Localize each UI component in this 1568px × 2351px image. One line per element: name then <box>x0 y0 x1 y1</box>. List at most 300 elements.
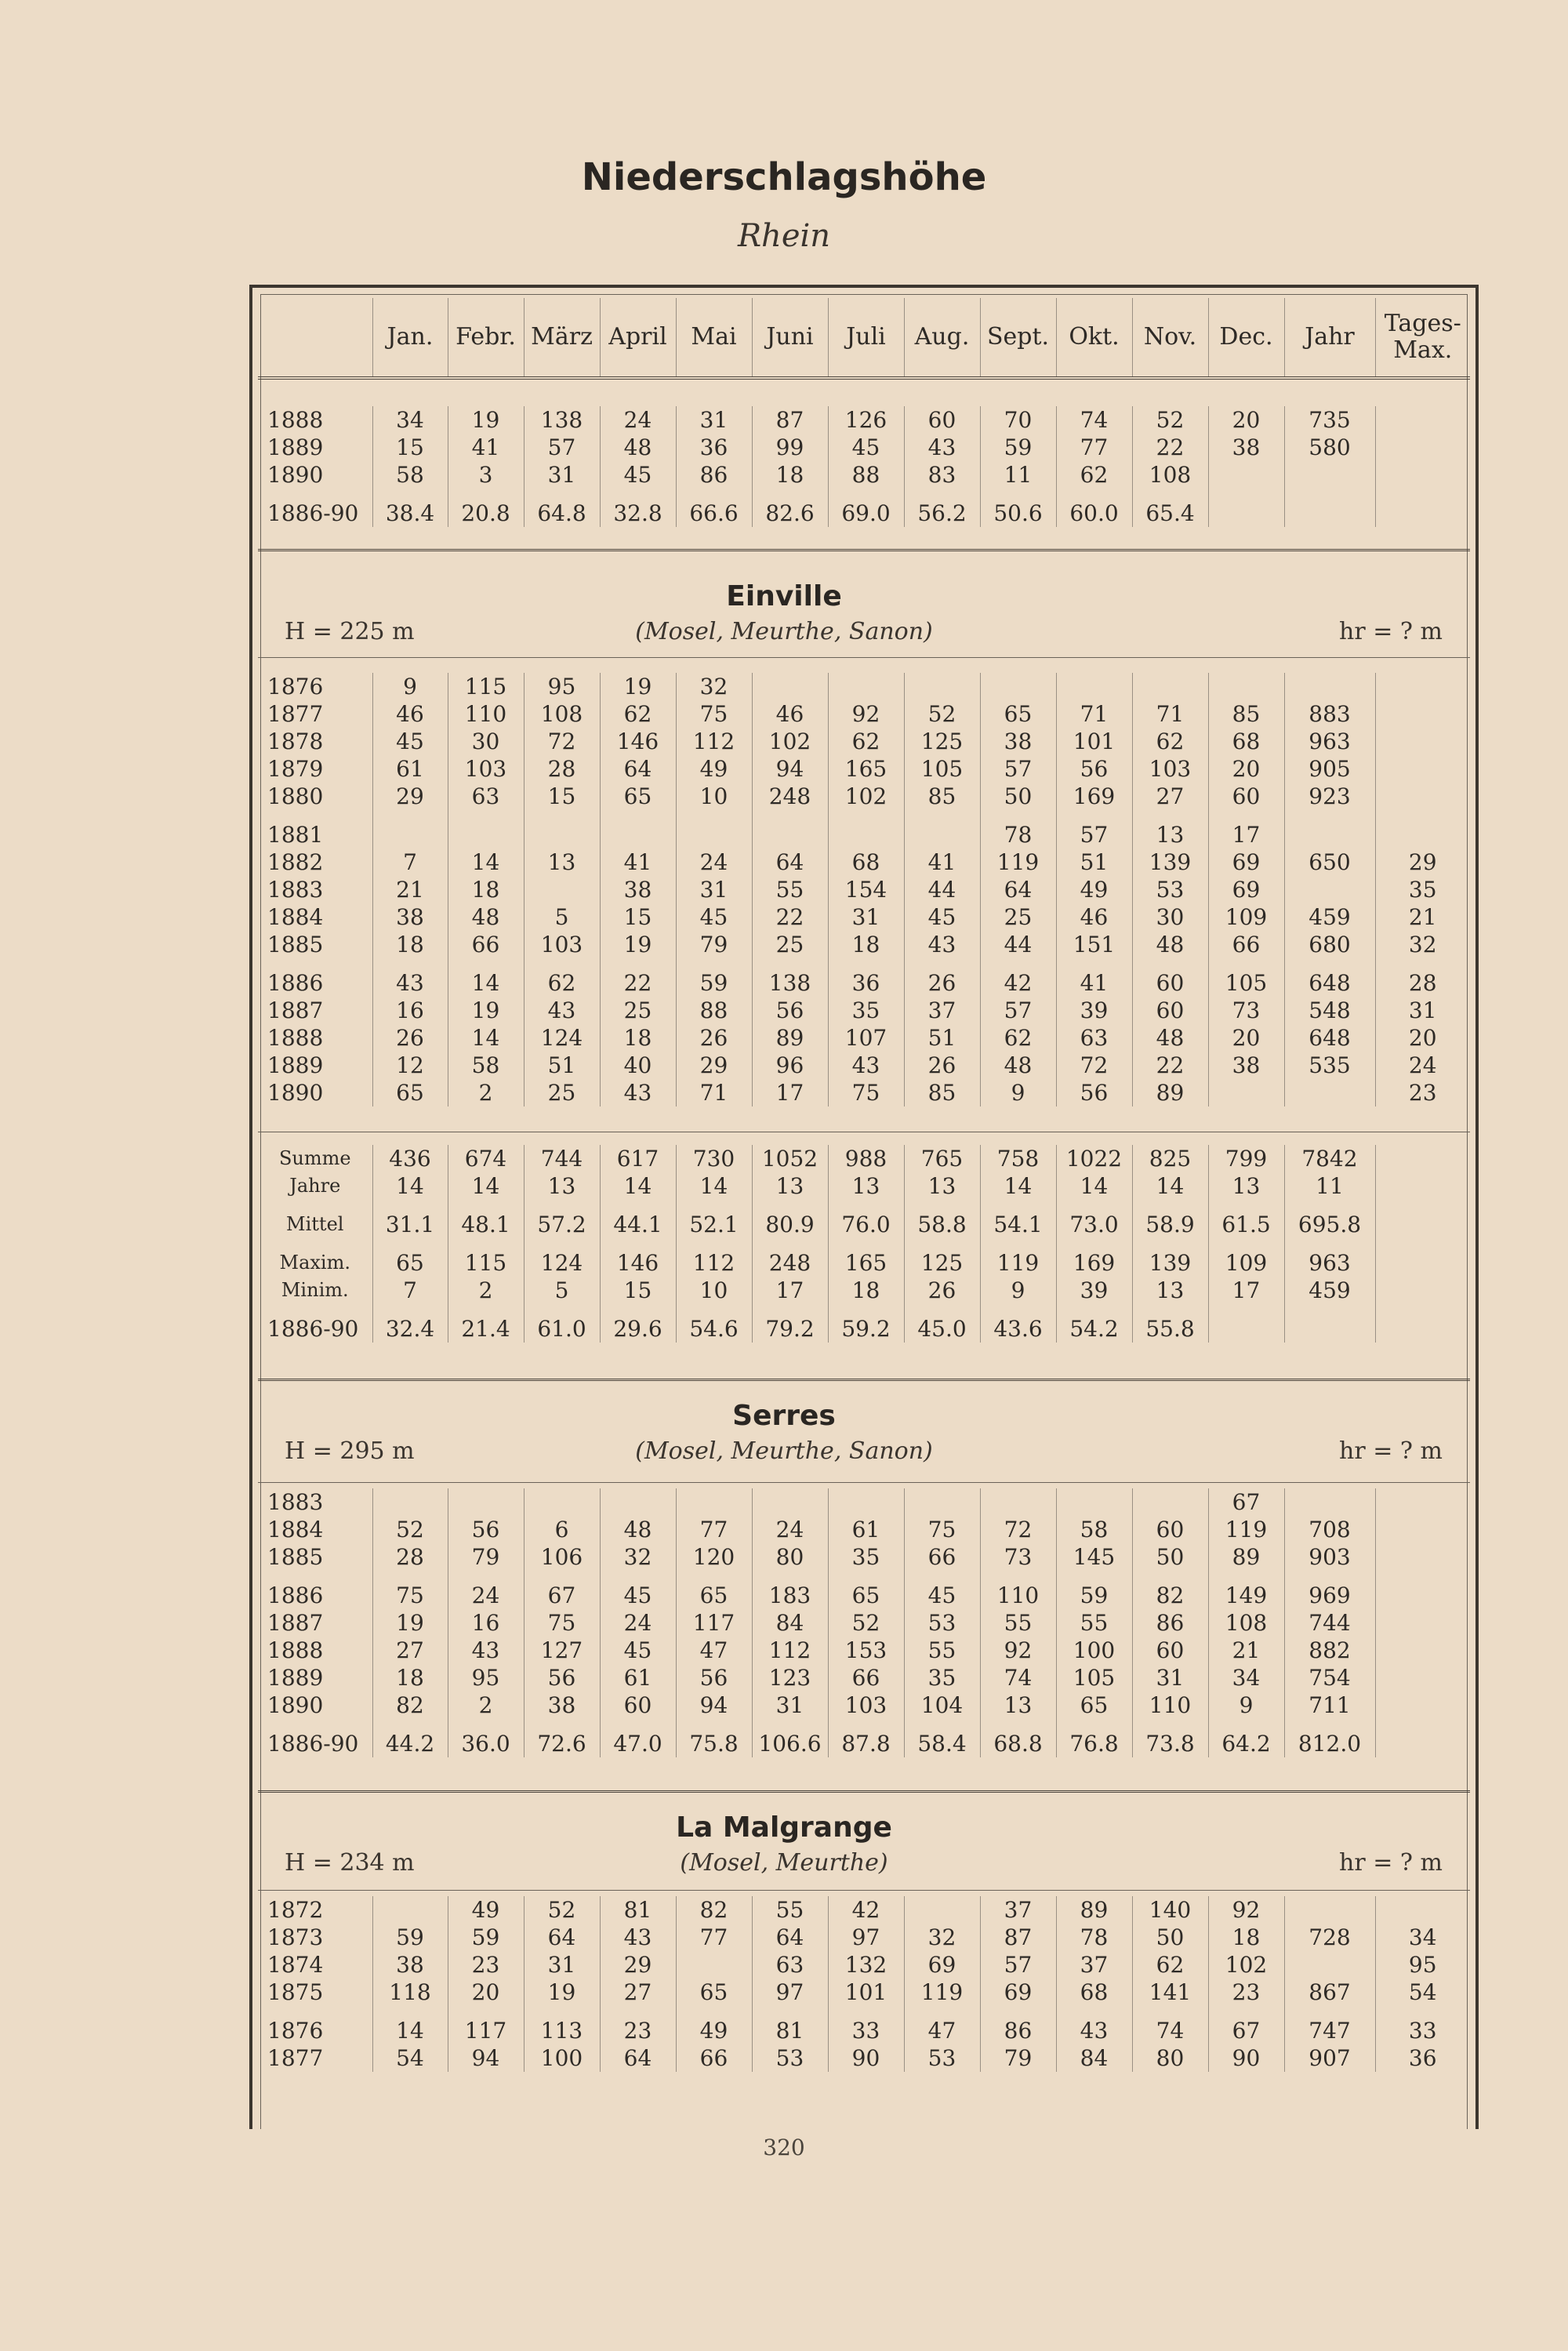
table-cell: 34 <box>372 406 448 434</box>
table-cell: 45 <box>600 1637 676 1664</box>
table-cell <box>1284 1896 1375 1924</box>
table-cell: 31 <box>1375 997 1470 1024</box>
table-cell: 867 <box>1284 1979 1375 2006</box>
table-cell: 765 <box>904 1145 980 1172</box>
table-cell: 13 <box>524 848 600 876</box>
column-header-cell: Nov. <box>1132 298 1208 378</box>
table-cell: 125 <box>904 1249 980 1277</box>
row-label: 1889 <box>267 434 324 460</box>
table-cell: 68.8 <box>980 1730 1056 1757</box>
table-cell: 88 <box>676 997 752 1024</box>
table-cell: 61 <box>828 1516 904 1543</box>
table-cell: 20 <box>448 1979 524 2006</box>
table-cell: 66 <box>904 1543 980 1571</box>
table-row <box>258 1609 1470 1637</box>
table-cell: 64 <box>600 2044 676 2072</box>
table-cell: 72 <box>524 728 600 755</box>
table-cell: 87.8 <box>828 1730 904 1757</box>
row-label: 1881 <box>267 822 324 848</box>
table-cell: 12 <box>372 1052 448 1079</box>
table-cell: 39 <box>1056 997 1132 1024</box>
table-cell: 26 <box>904 1052 980 1079</box>
table-cell: 10 <box>676 783 752 810</box>
table-cell: 23 <box>1208 1979 1284 2006</box>
table-cell: 51 <box>1056 848 1132 876</box>
table-cell: 37 <box>1056 1951 1132 1979</box>
table-cell: 65 <box>676 1582 752 1609</box>
table-cell: 71 <box>1056 700 1132 728</box>
table-cell: 58.4 <box>904 1730 980 1757</box>
table-cell: 56 <box>524 1664 600 1691</box>
table-cell: 65 <box>828 1582 904 1609</box>
table-cell: 41 <box>600 848 676 876</box>
table-cell: 26 <box>904 969 980 997</box>
table-cell: 10 <box>676 1277 752 1304</box>
table-cell: 52 <box>904 700 980 728</box>
row-label: 1888 <box>267 1637 324 1663</box>
table-cell: 54 <box>1375 1979 1470 2006</box>
table-cell: 648 <box>1284 969 1375 997</box>
table-cell: 95 <box>524 673 600 700</box>
table-cell: 92 <box>1208 1896 1284 1924</box>
table-cell: 580 <box>1284 434 1375 461</box>
table-row <box>258 1924 1470 1951</box>
table-cell: 120 <box>676 1543 752 1571</box>
table-cell: 68 <box>828 848 904 876</box>
table-cell: 59 <box>676 969 752 997</box>
table-cell: 38 <box>524 1691 600 1719</box>
table-cell <box>1375 1249 1470 1277</box>
table-cell: 74 <box>1132 2017 1208 2044</box>
table-cell: 60 <box>904 406 980 434</box>
table-cell <box>372 1488 448 1516</box>
table-cell: 46 <box>372 700 448 728</box>
table-cell: 44 <box>904 876 980 903</box>
row-label: 1886-90 <box>267 1731 359 1757</box>
table-cell: 57 <box>1056 821 1132 848</box>
table-cell: 535 <box>1284 1052 1375 1079</box>
row-label: 1883 <box>267 877 324 903</box>
table-cell: 18 <box>828 931 904 958</box>
column-header-cell: Jan. <box>372 298 448 378</box>
table-row <box>258 821 1470 848</box>
table-cell: 101 <box>1056 728 1132 755</box>
table-cell: 48 <box>600 1516 676 1543</box>
table-cell: 126 <box>828 406 904 434</box>
table-cell: 55 <box>980 1609 1056 1637</box>
table-cell: 35 <box>828 1543 904 1571</box>
table-cell: 38 <box>372 1951 448 1979</box>
table-cell: 695.8 <box>1284 1211 1375 1238</box>
table-cell: 108 <box>1132 461 1208 489</box>
table-cell: 28 <box>524 755 600 783</box>
row-label: 1890 <box>267 462 324 488</box>
table-row <box>258 673 1470 700</box>
table-cell <box>1208 1315 1284 1343</box>
table-cell: 59 <box>372 1924 448 1951</box>
table-row <box>258 1979 1470 2006</box>
table-cell <box>828 821 904 848</box>
table-cell <box>1375 783 1470 810</box>
table-cell: 18 <box>828 1277 904 1304</box>
table-cell: 87 <box>752 406 828 434</box>
table-cell: 27 <box>1132 783 1208 810</box>
table-cell: 102 <box>1208 1951 1284 1979</box>
table-cell: 66 <box>676 2044 752 2072</box>
table-cell: 86 <box>676 461 752 489</box>
table-cell <box>1132 1488 1208 1516</box>
table-cell: 11 <box>980 461 1056 489</box>
table-cell: 63 <box>448 783 524 810</box>
table-cell: 60 <box>1208 783 1284 810</box>
table-cell: 108 <box>524 700 600 728</box>
table-cell: 65 <box>372 1249 448 1277</box>
table-cell <box>1375 1488 1470 1516</box>
table-cell: 548 <box>1284 997 1375 1024</box>
table-cell <box>1284 500 1375 527</box>
table-cell: 119 <box>904 1979 980 2006</box>
table-cell: 52 <box>524 1896 600 1924</box>
table-cell <box>1375 1582 1470 1609</box>
table-cell: 32 <box>676 673 752 700</box>
table-cell: 28 <box>1375 969 1470 997</box>
column-header-cell: Aug. <box>904 298 980 378</box>
table-cell: 95 <box>448 1664 524 1691</box>
table-cell: 812.0 <box>1284 1730 1375 1757</box>
table-cell: 63 <box>752 1951 828 1979</box>
table-cell <box>904 673 980 700</box>
table-cell <box>1375 1691 1470 1719</box>
table-cell: 124 <box>524 1249 600 1277</box>
row-label: 1886-90 <box>267 1316 359 1342</box>
table-row <box>258 1582 1470 1609</box>
table-cell: 48 <box>600 434 676 461</box>
row-label: 1887 <box>267 997 324 1023</box>
table-cell: 25 <box>524 1079 600 1106</box>
table-cell: 52.1 <box>676 1211 752 1238</box>
table-cell: 24 <box>600 1609 676 1637</box>
table-cell: 54.2 <box>1056 1315 1132 1343</box>
row-label: 1874 <box>267 1952 324 1978</box>
table-cell: 32 <box>904 1924 980 1951</box>
table-cell: 81 <box>752 2017 828 2044</box>
table-cell: 16 <box>448 1609 524 1637</box>
table-cell: 85 <box>904 783 980 810</box>
altitude-serres: H = 295 m <box>285 1437 415 1465</box>
table-cell: 55 <box>904 1637 980 1664</box>
table-cell <box>1375 434 1470 461</box>
table-row <box>258 461 1470 489</box>
table-cell: 49 <box>676 2017 752 2044</box>
table-cell: 75 <box>904 1516 980 1543</box>
table-row <box>258 1211 1470 1238</box>
table-cell: 80 <box>752 1543 828 1571</box>
table-cell: 165 <box>828 1249 904 1277</box>
table-cell: 45.0 <box>904 1315 980 1343</box>
table-cell: 15 <box>372 434 448 461</box>
table-cell: 730 <box>676 1145 752 1172</box>
table-cell: 47 <box>676 1637 752 1664</box>
page-number: 320 <box>763 2135 805 2160</box>
table-cell: 17 <box>1208 1277 1284 1304</box>
page-title: Niederschlagshöhe <box>581 155 987 199</box>
table-cell <box>1375 1664 1470 1691</box>
table-cell: 40 <box>600 1052 676 1079</box>
table-cell: 65 <box>1056 1691 1132 1719</box>
table-cell: 36 <box>1375 2044 1470 2072</box>
table-cell: 71 <box>1132 700 1208 728</box>
table-cell: 22 <box>1132 1052 1208 1079</box>
table-cell: 82.6 <box>752 500 828 527</box>
table-cell: 2 <box>448 1277 524 1304</box>
table-cell <box>1284 1315 1375 1343</box>
row-label: 1886 <box>267 1582 324 1608</box>
table-cell <box>448 1488 524 1516</box>
table-cell: 60 <box>1132 1637 1208 1664</box>
table-cell: 56 <box>1056 1079 1132 1106</box>
table-cell: 33 <box>828 2017 904 2044</box>
table-cell: 23 <box>448 1951 524 1979</box>
table-cell: 21 <box>372 876 448 903</box>
table-cell: 74 <box>1056 406 1132 434</box>
table-cell: 48 <box>1132 931 1208 958</box>
table-cell: 1052 <box>752 1145 828 1172</box>
table-cell: 18 <box>372 931 448 958</box>
table-cell <box>1284 1488 1375 1516</box>
table-cell: 43 <box>904 931 980 958</box>
row-label: 1882 <box>267 849 324 875</box>
table-cell: 78 <box>1056 1924 1132 1951</box>
table-cell: 46 <box>1056 903 1132 931</box>
table-cell: 79 <box>980 2044 1056 2072</box>
table-row <box>258 500 1470 527</box>
table-cell <box>1056 673 1132 700</box>
table-cell: 103 <box>828 1691 904 1719</box>
table-cell: 26 <box>676 1024 752 1052</box>
table-cell: 18 <box>448 876 524 903</box>
table-cell: 75 <box>524 1609 600 1637</box>
table-cell <box>676 821 752 848</box>
table-cell <box>1284 821 1375 848</box>
table-cell <box>828 673 904 700</box>
row-gap <box>258 1200 1470 1211</box>
table-cell: 84 <box>752 1609 828 1637</box>
row-label: 1888 <box>267 407 324 433</box>
table-cell: 183 <box>752 1582 828 1609</box>
table-cell: 51 <box>524 1052 600 1079</box>
section-rule <box>258 1482 1470 1483</box>
hr-einville: hr = ? m <box>1339 618 1443 645</box>
table-cell: 6 <box>524 1516 600 1543</box>
table-row <box>258 1896 1470 1924</box>
table-cell: 62 <box>600 700 676 728</box>
column-header-cell: Febr. <box>448 298 524 378</box>
table-cell: 36 <box>828 969 904 997</box>
table-cell: 77 <box>676 1924 752 1951</box>
table-cell: 9 <box>372 673 448 700</box>
table-cell: 94 <box>676 1691 752 1719</box>
table-cell: 680 <box>1284 931 1375 958</box>
table-row <box>258 1145 1470 1172</box>
table-cell: 65.4 <box>1132 500 1208 527</box>
table-cell: 89 <box>752 1024 828 1052</box>
table-cell: 69 <box>980 1979 1056 2006</box>
table-cell: 78 <box>980 821 1056 848</box>
table-cell <box>1284 1079 1375 1106</box>
table-cell: 49 <box>448 1896 524 1924</box>
table-cell: 13 <box>1208 1172 1284 1200</box>
table-row <box>258 406 1470 434</box>
table-cell: 56 <box>1056 755 1132 783</box>
table-cell: 33 <box>1375 2017 1470 2044</box>
table-cell: 92 <box>828 700 904 728</box>
table-cell: 754 <box>1284 1664 1375 1691</box>
table-cell: 89 <box>1208 1543 1284 1571</box>
table-cell <box>524 876 600 903</box>
serres-table <box>258 1488 1470 1757</box>
table-cell <box>904 1896 980 1924</box>
table-cell: 459 <box>1284 903 1375 931</box>
table-cell: 105 <box>904 755 980 783</box>
table-cell: 34 <box>1375 1924 1470 1951</box>
table-cell: 66 <box>1208 931 1284 958</box>
table-cell: 65 <box>600 783 676 810</box>
table-cell: 138 <box>524 406 600 434</box>
table-cell <box>1375 1172 1470 1200</box>
row-label: 1886 <box>267 970 324 996</box>
table-cell: 64 <box>600 755 676 783</box>
table-cell: 86 <box>980 2017 1056 2044</box>
table-cell: 60 <box>600 1691 676 1719</box>
table-cell: 38 <box>372 903 448 931</box>
table-cell: 14 <box>600 1172 676 1200</box>
column-header-cell: Mai <box>676 298 752 378</box>
table-cell: 52 <box>828 1609 904 1637</box>
table-cell: 29.6 <box>600 1315 676 1343</box>
table-cell: 84 <box>1056 2044 1132 2072</box>
table-cell: 14 <box>448 969 524 997</box>
table-cell: 26 <box>372 1024 448 1052</box>
table-cell: 138 <box>752 969 828 997</box>
table-cell: 15 <box>524 783 600 810</box>
table-cell: 61 <box>372 755 448 783</box>
table-cell: 5 <box>524 1277 600 1304</box>
table-cell <box>980 1488 1056 1516</box>
table-cell: 650 <box>1284 848 1375 876</box>
table-cell <box>600 821 676 848</box>
table-row <box>258 1024 1470 1052</box>
table-cell: 69 <box>904 1951 980 1979</box>
table-cell: 20 <box>1375 1024 1470 1052</box>
table-cell: 60 <box>1132 969 1208 997</box>
table-cell: 59 <box>1056 1582 1132 1609</box>
table-cell: 13 <box>752 1172 828 1200</box>
table-cell <box>372 1896 448 1924</box>
table-row <box>258 1277 1470 1304</box>
table-cell: 14 <box>448 1024 524 1052</box>
table-cell: 903 <box>1284 1543 1375 1571</box>
table-cell <box>752 821 828 848</box>
row-gap <box>258 1719 1470 1730</box>
table-cell <box>1208 673 1284 700</box>
table-cell: 436 <box>372 1145 448 1172</box>
table-cell: 43 <box>828 1052 904 1079</box>
table-cell: 154 <box>828 876 904 903</box>
table-cell: 63 <box>1056 1024 1132 1052</box>
row-label: 1884 <box>267 904 324 930</box>
table-cell: 14 <box>372 2017 448 2044</box>
table-cell: 22 <box>1132 434 1208 461</box>
table-cell: 38 <box>1208 434 1284 461</box>
table-cell: 31 <box>1132 1664 1208 1691</box>
table-cell: 60 <box>1132 1516 1208 1543</box>
table-cell: 68 <box>1208 728 1284 755</box>
table-cell: 79 <box>676 931 752 958</box>
table-cell: 43.6 <box>980 1315 1056 1343</box>
table-cell: 47 <box>904 2017 980 2044</box>
table-cell: 56 <box>448 1516 524 1543</box>
table-cell: 37 <box>904 997 980 1024</box>
column-header-cell: Tages- Max. <box>1375 298 1470 378</box>
table-cell: 13 <box>980 1691 1056 1719</box>
table-cell: 21 <box>1375 903 1470 931</box>
table-cell: 747 <box>1284 2017 1375 2044</box>
table-cell: 119 <box>1208 1516 1284 1543</box>
column-header-cell <box>258 298 372 378</box>
table-cell: 20 <box>1208 755 1284 783</box>
table-cell: 119 <box>980 848 1056 876</box>
row-gap <box>258 1238 1470 1249</box>
table-cell: 71 <box>676 1079 752 1106</box>
table-row <box>258 728 1470 755</box>
table-cell: 169 <box>1056 783 1132 810</box>
table-cell <box>1284 876 1375 903</box>
table-cell: 46 <box>752 700 828 728</box>
table-cell: 617 <box>600 1145 676 1172</box>
row-gap <box>258 1304 1470 1315</box>
table-cell: 988 <box>828 1145 904 1172</box>
table-cell: 15 <box>600 1277 676 1304</box>
table-cell: 57 <box>980 997 1056 1024</box>
rhein-table <box>258 406 1470 527</box>
table-cell: 53 <box>752 2044 828 2072</box>
table-cell: 44.2 <box>372 1730 448 1757</box>
table-cell: 20 <box>1208 406 1284 434</box>
table-cell: 66 <box>828 1664 904 1691</box>
row-label: 1879 <box>267 756 324 782</box>
table-cell: 67 <box>524 1582 600 1609</box>
table-cell: 963 <box>1284 728 1375 755</box>
table-row <box>258 1488 1470 1516</box>
table-cell: 20 <box>1208 1024 1284 1052</box>
table-cell: 50 <box>1132 1924 1208 1951</box>
table-cell: 14 <box>1132 1172 1208 1200</box>
table-cell <box>1375 1211 1470 1238</box>
table-cell: 31.1 <box>372 1211 448 1238</box>
table-row <box>258 783 1470 810</box>
table-cell: 38 <box>1208 1052 1284 1079</box>
table-cell: 24 <box>752 1516 828 1543</box>
table-cell <box>372 821 448 848</box>
table-cell: 882 <box>1284 1637 1375 1664</box>
table-cell <box>1375 728 1470 755</box>
table-cell: 75 <box>372 1582 448 1609</box>
table-cell: 45 <box>676 903 752 931</box>
table-cell: 30 <box>448 728 524 755</box>
table-cell: 22 <box>752 903 828 931</box>
table-cell: 68 <box>1056 1979 1132 2006</box>
la-malgrange-table <box>258 1896 1470 2072</box>
